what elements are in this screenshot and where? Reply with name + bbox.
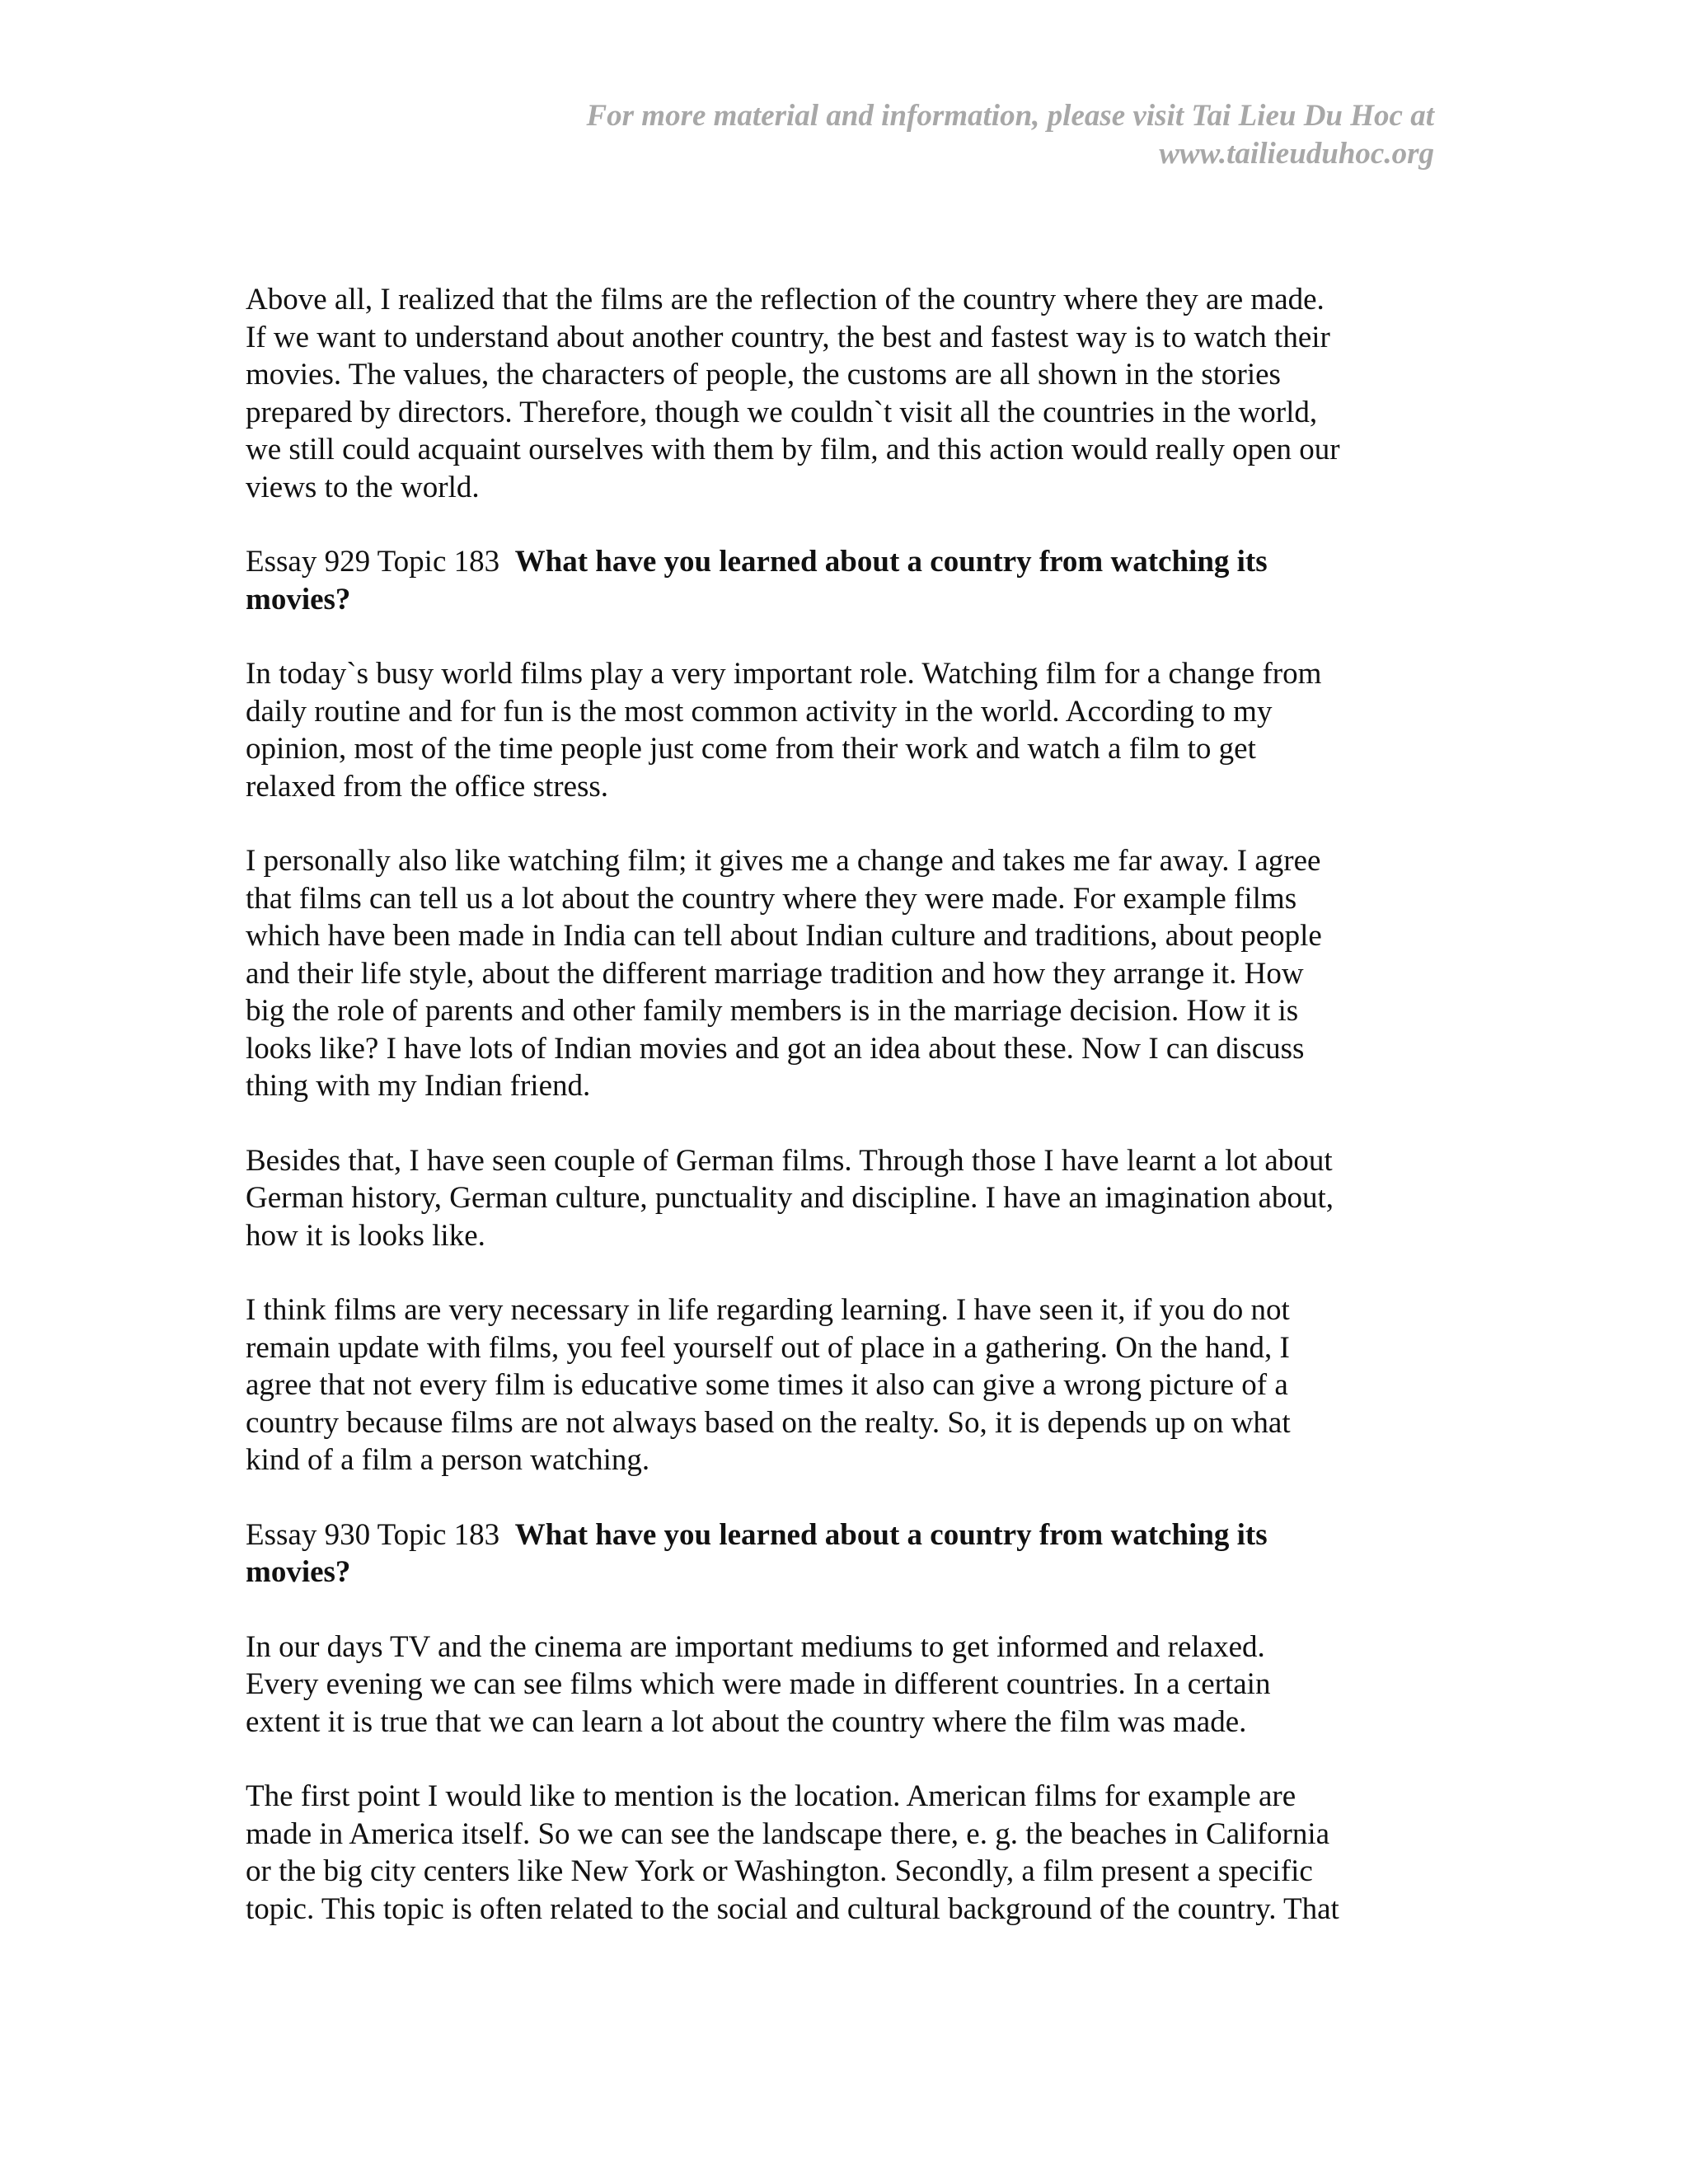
text-line: or the big city centers like New York or Washington. Secondly, a film present a specific [246, 1854, 1313, 1888]
text-line: views to the world. [246, 470, 480, 504]
text-line: and their life style, about the different marriage tradition and how they arrange it. How [246, 956, 1304, 991]
essay-heading-line [246, 1516, 1449, 1554]
paragraph [246, 1778, 1449, 1928]
paragraph [246, 655, 1449, 805]
text-line: how it is looks like. [246, 1218, 485, 1253]
text-line: agree that not every film is educative some times it also can give a wrong picture of a [246, 1368, 1288, 1402]
page-header [280, 97, 1434, 173]
text-line: opinion, most of the time people just come from their work and watch a film to get [246, 732, 1256, 766]
text-line: extent it is true that we can learn a lot about the country where the film was made. [246, 1704, 1247, 1739]
text-line: Above all, I realized that the films are the reflection of the country where they are made. [246, 283, 1325, 316]
text-line: In our days TV and the cinema are important mediums to get informed and relaxed. [246, 1629, 1265, 1664]
text-line: I think films are very necessary in life regarding learning. I have seen it, if you do not [246, 1293, 1290, 1327]
text-line: movies. The values, the characters of people, the customs are all shown in the stories [246, 358, 1281, 391]
text-line: big the role of parents and other family members is in the marriage decision. How it is [246, 994, 1299, 1028]
text-line: thing with my Indian friend. [246, 1069, 591, 1103]
text-line: that films can tell us a lot about the country where they were made. For example films [246, 881, 1297, 916]
text-line: topic. This topic is often related to the social and cultural background of the country. That [246, 1891, 1339, 1926]
text-line: country because films are not always based on the realty. So, it is depends up on what [246, 1405, 1291, 1440]
header-url: www.tailieuduhoc.org [1159, 137, 1434, 171]
text-line: The first point I would like to mention is the location. American films for example are [246, 1779, 1296, 1813]
text-line: I personally also like watching film; it gives me a change and takes me far away. I agree [246, 844, 1321, 878]
essay-label: Essay 930 Topic 183 [246, 1517, 500, 1552]
paragraph [246, 842, 1449, 1105]
text-line: In today`s busy world films play a very important role. Watching film for a change from [246, 657, 1322, 691]
text-line: kind of a film a person watching. [246, 1443, 650, 1477]
text-line: prepared by directors. Therefore, though we couldn`t visit all the countries in the world, [246, 395, 1318, 429]
text-line: Besides that, I have seen couple of German films. Through those I have learnt a lot about [246, 1143, 1333, 1178]
text-line: looks like? I have lots of Indian movies and got an idea about these. Now I can discuss [246, 1031, 1305, 1066]
essay-heading [246, 1516, 1449, 1591]
header-line-1: For more material and information, please visit Tai Lieu Du Hoc at [586, 99, 1434, 133]
text-line: which have been made in India can tell about Indian culture and traditions, about people [246, 919, 1322, 953]
paragraph [246, 1629, 1449, 1741]
essay-heading [246, 543, 1449, 618]
essay-question-cont: movies? [246, 1555, 351, 1589]
essay-heading-line [246, 543, 1449, 581]
text-line: made in America itself. So we can see the landscape there, e. g. the beaches in California [246, 1816, 1330, 1851]
text-line: German history, German culture, punctuality and discipline. I have an imagination about, [246, 1181, 1334, 1215]
text-line: we still could acquaint ourselves with them by film, and this action would really open our [246, 433, 1340, 466]
essay-question-cont: movies? [246, 582, 351, 616]
text-line: remain update with films, you feel yourself out of place in a gathering. On the hand, I [246, 1330, 1290, 1365]
text-line: relaxed from the office stress. [246, 769, 609, 804]
essay-label: Essay 929 Topic 183 [246, 545, 500, 579]
text-line: If we want to understand about another country, the best and fastest way is to watch their [246, 320, 1330, 354]
essay-question: What have you learned about a country from watching its [514, 1517, 1268, 1552]
essay-question: What have you learned about a country from watching its [514, 545, 1268, 579]
document-body [246, 281, 1449, 1965]
text-line: Every evening we can see films which were made in different countries. In a certain [246, 1667, 1271, 1701]
paragraph [246, 1142, 1449, 1255]
text-line: daily routine and for fun is the most common activity in the world. According to my [246, 694, 1273, 729]
paragraph [246, 281, 1449, 506]
paragraph [246, 1291, 1449, 1479]
